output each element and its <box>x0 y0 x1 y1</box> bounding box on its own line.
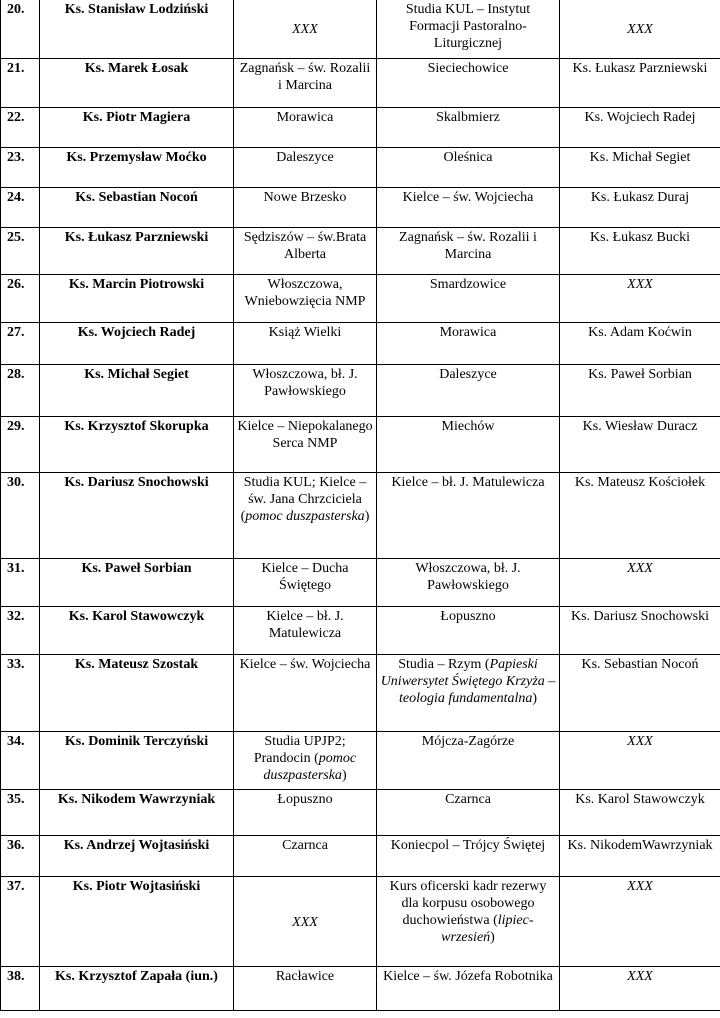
priest-name: Ks. Dariusz Snochowski <box>40 473 234 559</box>
row-number: 27. <box>1 323 40 365</box>
previous-placement: XXX <box>234 0 377 59</box>
new-placement: Koniecpol – Trójcy Świętej <box>377 836 560 877</box>
priest-name: Ks. Krzysztof Zapała (iun.) <box>40 967 234 1011</box>
priest-name: Ks. Andrzej Wojtasiński <box>40 836 234 877</box>
previous-placement: Zagnańsk – św. Rozalii i Marcina <box>234 59 377 108</box>
successor: Ks. NikodemWawrzyniak <box>560 836 720 877</box>
row-number: 24. <box>1 188 40 228</box>
previous-placement: Kielce – św. Wojciecha <box>234 655 377 732</box>
table-row <box>1 732 720 790</box>
successor: Ks. Dariusz Snochowski <box>560 607 720 655</box>
row-number: 20. <box>1 0 40 59</box>
previous-placement: Książ Wielki <box>234 323 377 365</box>
placement-text-end: ) <box>364 509 370 524</box>
successor: XXX <box>560 275 720 323</box>
priest-name: Ks. Stanisław Lodziński <box>40 0 234 59</box>
priest-name: Ks. Michał Segiet <box>40 365 234 417</box>
table-row <box>1 108 720 148</box>
row-number: 28. <box>1 365 40 417</box>
row-number: 29. <box>1 417 40 473</box>
placement-note: pomoc duszpasterska <box>245 509 365 524</box>
new-placement <box>377 655 560 732</box>
table-row <box>1 188 720 228</box>
successor: Ks. Paweł Sorbian <box>560 365 720 417</box>
placement-note: pomoc duszpasterska <box>263 751 357 783</box>
new-placement: Daleszyce <box>377 365 560 417</box>
previous-placement: Włoszczowa, Wniebowzięcia NMP <box>234 275 377 323</box>
previous-placement: Sędziszów – św.Brata Alberta <box>234 228 377 275</box>
row-number: 37. <box>1 877 40 967</box>
new-placement <box>377 877 560 967</box>
previous-placement: Kielce – bł. J. Matulewicza <box>234 607 377 655</box>
successor: Ks. Łukasz Parzniewski <box>560 59 720 108</box>
placement-text: Kurs oficerski kadr rezerwy dla korpusu osobowego duchowieństwa ( <box>389 879 547 928</box>
table-row <box>1 323 720 365</box>
priest-name: Ks. Przemysław Moćko <box>40 148 234 188</box>
previous-placement: Kielce – Niepokalanego Serca NMP <box>234 417 377 473</box>
table-row <box>1 59 720 108</box>
table-row <box>1 365 720 417</box>
table-row <box>1 877 720 967</box>
table-row <box>1 0 720 59</box>
previous-placement: Czarnca <box>234 836 377 877</box>
previous-placement: Morawica <box>234 108 377 148</box>
new-placement: Zagnańsk – św. Rozalii i Marcina <box>377 228 560 275</box>
new-placement: Czarnca <box>377 790 560 836</box>
placement-text-end: ) <box>490 930 495 945</box>
table-row <box>1 655 720 732</box>
previous-placement <box>234 473 377 559</box>
successor: XXX <box>560 877 720 967</box>
new-placement: Miechów <box>377 417 560 473</box>
row-number: 35. <box>1 790 40 836</box>
priest-name: Ks. Piotr Wojtasiński <box>40 877 234 967</box>
successor: XXX <box>560 0 720 59</box>
new-placement: Skalbmierz <box>377 108 560 148</box>
successor: Ks. Wiesław Duracz <box>560 417 720 473</box>
previous-placement: Daleszyce <box>234 148 377 188</box>
new-placement: Włoszczowa, bł. J. Pawłowskiego <box>377 559 560 607</box>
row-number: 30. <box>1 473 40 559</box>
new-placement: Oleśnica <box>377 148 560 188</box>
row-number: 22. <box>1 108 40 148</box>
priest-name: Ks. Paweł Sorbian <box>40 559 234 607</box>
successor: Ks. Mateusz Kościołek <box>560 473 720 559</box>
table-row <box>1 559 720 607</box>
priest-name: Ks. Sebastian Nocoń <box>40 188 234 228</box>
previous-placement: Racławice <box>234 967 377 1011</box>
placement-text: Studia UPJP2; Prandocin ( <box>253 734 346 766</box>
table-row <box>1 417 720 473</box>
successor: XXX <box>560 732 720 790</box>
row-number: 23. <box>1 148 40 188</box>
table-row <box>1 607 720 655</box>
row-number: 31. <box>1 559 40 607</box>
priest-name: Ks. Marcin Piotrowski <box>40 275 234 323</box>
row-number: 21. <box>1 59 40 108</box>
placement-text-end: ) <box>341 768 347 783</box>
row-number: 26. <box>1 275 40 323</box>
successor: XXX <box>560 559 720 607</box>
previous-placement: Łopuszno <box>234 790 377 836</box>
placement-note: lipiec-wrzesień <box>441 913 534 945</box>
table-row <box>1 228 720 275</box>
row-number: 38. <box>1 967 40 1011</box>
row-number: 34. <box>1 732 40 790</box>
new-placement: Mójcza-Zagórze <box>377 732 560 790</box>
new-placement: Sieciechowice <box>377 59 560 108</box>
previous-placement: Kielce – Ducha Świętego <box>234 559 377 607</box>
previous-placement: XXX <box>234 877 377 967</box>
table-row <box>1 790 720 836</box>
successor: Ks. Wojciech Radej <box>560 108 720 148</box>
successor: Ks. Sebastian Nocoń <box>560 655 720 732</box>
successor: XXX <box>560 967 720 1011</box>
priest-name: Ks. Krzysztof Skorupka <box>40 417 234 473</box>
row-number: 32. <box>1 607 40 655</box>
table-row <box>1 275 720 323</box>
table-row <box>1 967 720 1011</box>
table-row <box>1 836 720 877</box>
priest-name: Ks. Mateusz Szostak <box>40 655 234 732</box>
successor: Ks. Adam Koćwin <box>560 323 720 365</box>
previous-placement: Nowe Brzesko <box>234 188 377 228</box>
row-number: 33. <box>1 655 40 732</box>
placement-text: Studia KUL; Kielce – św. Jana Chrzciciela ( <box>240 475 367 524</box>
new-placement: Kielce – bł. J. Matulewicza <box>377 473 560 559</box>
priest-name: Ks. Nikodem Wawrzyniak <box>40 790 234 836</box>
new-placement: Smardzowice <box>377 275 560 323</box>
row-number: 25. <box>1 228 40 275</box>
table-row <box>1 148 720 188</box>
successor: Ks. Karol Stawowczyk <box>560 790 720 836</box>
priest-name: Ks. Łukasz Parzniewski <box>40 228 234 275</box>
placement-note: Papieski Uniwersytet Świętego Krzyża – teologia fundamentalna <box>380 657 556 706</box>
priest-name: Ks. Wojciech Radej <box>40 323 234 365</box>
successor: Ks. Michał Segiet <box>560 148 720 188</box>
priest-name: Ks. Dominik Terczyński <box>40 732 234 790</box>
row-number: 36. <box>1 836 40 877</box>
new-placement: Morawica <box>377 323 560 365</box>
successor: Ks. Łukasz Duraj <box>560 188 720 228</box>
table-row <box>1 473 720 559</box>
priest-name: Ks. Piotr Magiera <box>40 108 234 148</box>
priest-name: Ks. Karol Stawowczyk <box>40 607 234 655</box>
new-placement: Kielce – św. Józefa Robotnika <box>377 967 560 1011</box>
placement-text: Studia – Rzym ( <box>398 657 490 672</box>
previous-placement: Włoszczowa, bł. J. Pawłowskiego <box>234 365 377 417</box>
placement-text-end: ) <box>532 691 538 706</box>
previous-placement <box>234 732 377 790</box>
new-placement: Studia KUL – Instytut Formacji Pastoralno-Liturgicznej <box>377 0 560 59</box>
successor: Ks. Łukasz Bucki <box>560 228 720 275</box>
priest-name: Ks. Marek Łosak <box>40 59 234 108</box>
new-placement: Kielce – św. Wojciecha <box>377 188 560 228</box>
new-placement: Łopuszno <box>377 607 560 655</box>
